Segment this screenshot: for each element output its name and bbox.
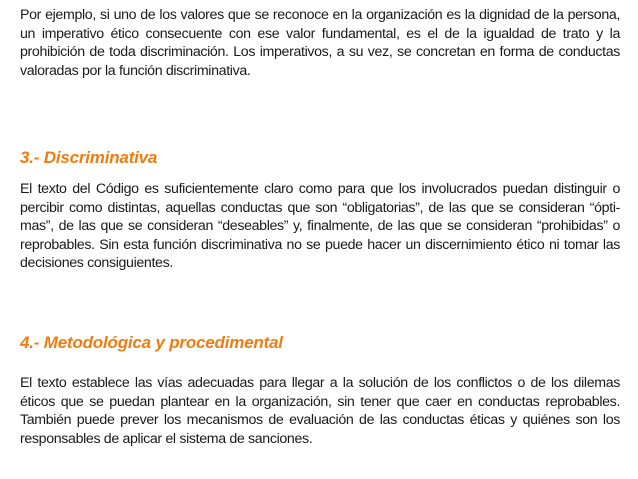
section-3-paragraph: El texto del Código es suficientemente claro como para que los involucrados puedan distinguir o percibir como distintas, aquellas conductas que son “obligatorias”, de las que se consideran “ópti-mas”, de las que se consideran “deseables” y, finalmente, de las que se consideran “prohibidas” o reprobables. Sin esta función discriminativa no se puede hacer un discernimiento ético ni tomar las decisiones consiguientes.: [20, 181, 620, 272]
section-4-paragraph: El texto establece las vías adecuadas para llegar a la solución de los conflictos o de los dilemas éticos que se puedan plantear en la organización, sin tener que caer en conductas reprobables. También puede prever los mecanismos de evaluación de las conductas éticas y quiénes son los responsables de aplicar el sistema de sanciones.: [20, 375, 620, 447]
section-3-heading: 3.- Discriminativa: [20, 148, 158, 167]
intro-paragraph: Por ejemplo, si uno de los valores que se reconoce en la organización es la dignidad de la persona, un imperativo ético consecuente con ese valor fundamental, es el de la igualdad de trato y la prohibición de toda discriminación. Los imperativos, a su vez, se concretan en forma de conductas valoradas por la función discriminativa.: [20, 7, 620, 79]
section-4-heading: 4.- Metodológica y procedimental: [20, 333, 283, 352]
